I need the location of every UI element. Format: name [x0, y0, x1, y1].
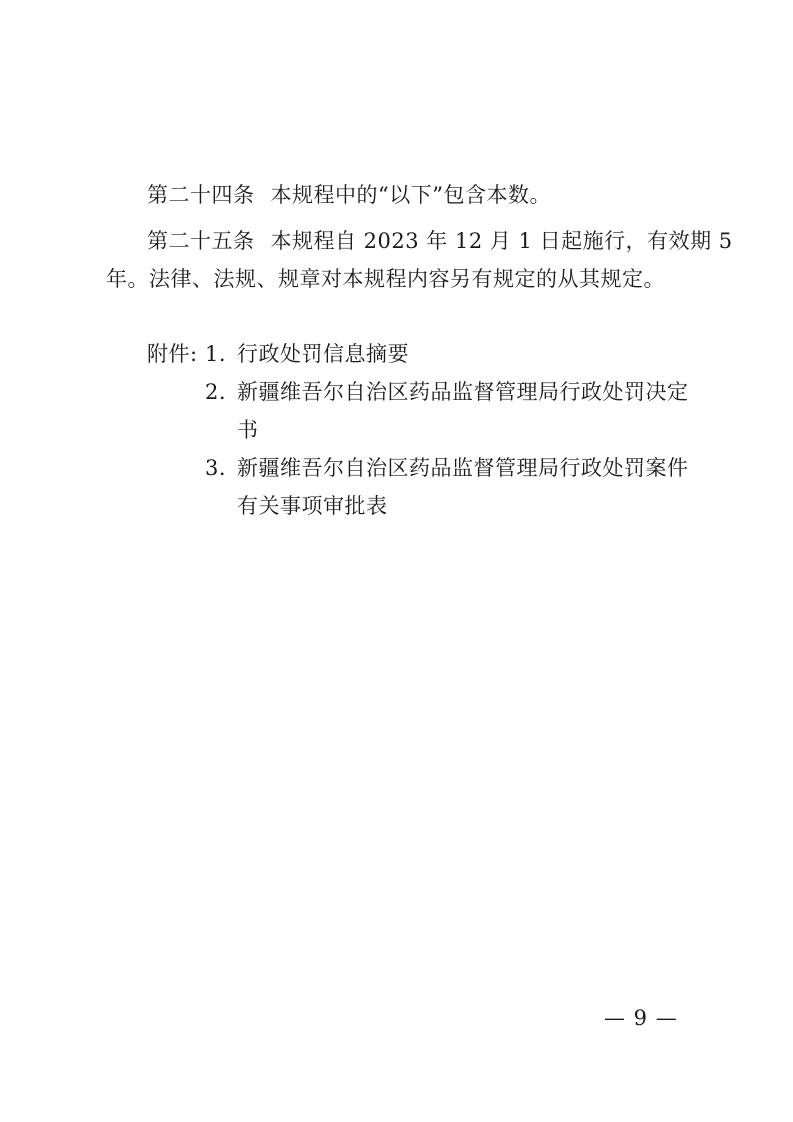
article-24	[147, 181, 551, 209]
article-25-label: 第二十五条	[147, 229, 255, 253]
page-number: — 9 —	[604, 1006, 678, 1030]
article-25	[147, 227, 733, 255]
attachment-number-3: 3.	[205, 456, 227, 480]
attachment-text-2-line-2: 书	[237, 418, 259, 442]
attachment-item-2	[205, 378, 689, 406]
article-24-text: 本规程中的“以下”包含本数。	[270, 183, 551, 207]
attachment-number-1: 1.	[205, 342, 227, 366]
attachments-label: 附件:	[147, 342, 198, 366]
attachment-text-1: 行政处罚信息摘要	[237, 342, 409, 366]
article-25-text-line-1: 本规程自 2023 年 12 月 1 日起施行，有效期 5	[270, 229, 733, 253]
attachment-text-3-line-2: 有关事项审批表	[237, 494, 388, 518]
attachment-item-3	[205, 454, 689, 482]
attachment-number-2: 2.	[205, 380, 227, 404]
article-25-text-line-2: 年。法律、法规、规章对本规程内容另有规定的从其规定。	[106, 267, 665, 291]
attachment-item-1	[205, 340, 409, 368]
attachment-text-2-line-1: 新疆维吾尔自治区药品监督管理局行政处罚决定	[237, 380, 689, 404]
article-24-label: 第二十四条	[147, 183, 255, 207]
attachment-text-3-line-1: 新疆维吾尔自治区药品监督管理局行政处罚案件	[237, 456, 689, 480]
